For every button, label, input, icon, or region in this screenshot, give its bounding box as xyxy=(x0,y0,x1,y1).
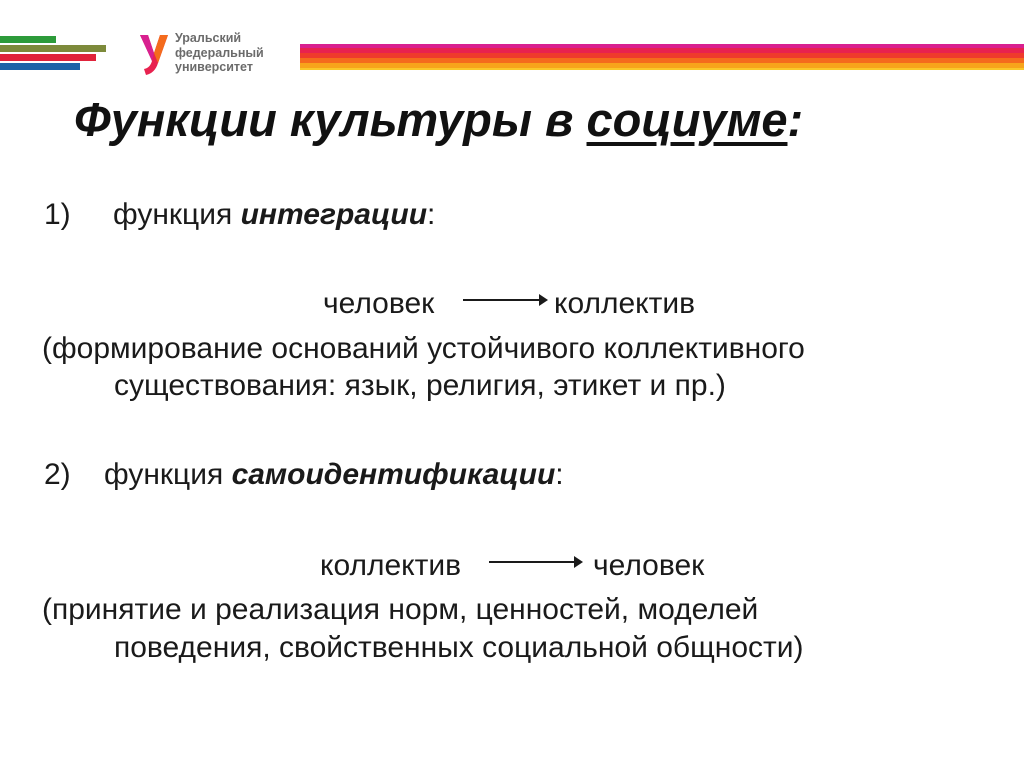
header-stripe-olive xyxy=(0,45,106,52)
item1-explanation-line1: (формирование оснований устойчивого коллективного xyxy=(42,332,805,365)
title-underlined-word: социуме xyxy=(586,93,788,146)
header-stripe-blue xyxy=(0,63,80,70)
item2-from: коллектив xyxy=(320,549,462,582)
item2-prefix: функция xyxy=(104,458,232,491)
item2-explanation-line1: (принятие и реализация норм, ценностей, моделей xyxy=(42,593,759,626)
item2-explanation-line2: поведения, свойственных социальной общности) xyxy=(114,631,804,664)
item1-term: интеграции xyxy=(240,198,428,231)
item2-heading xyxy=(104,457,564,493)
item1-to: коллектив xyxy=(554,287,696,320)
slide-title xyxy=(74,92,803,148)
header-rainbow-band xyxy=(300,44,1024,70)
item2-suffix: : xyxy=(555,458,564,491)
title-main: Функции культуры в xyxy=(74,93,587,146)
title-colon: : xyxy=(787,93,804,146)
header-stripe-red xyxy=(0,54,96,61)
item2-to: человек xyxy=(593,549,705,582)
item2-arrow-icon xyxy=(489,561,581,563)
item2-number: 2) xyxy=(44,458,71,491)
item1-heading xyxy=(113,197,435,233)
item1-suffix: : xyxy=(427,198,436,231)
item1-number: 1) xyxy=(44,198,71,231)
item1-arrow-icon xyxy=(463,299,546,301)
item1-explanation-line2: существования: язык, религия, этикет и пр.) xyxy=(114,369,726,402)
university-logo-icon xyxy=(138,33,170,77)
university-logo-text: Уральский федеральный университет xyxy=(175,31,264,74)
header-stripe-green xyxy=(0,36,56,43)
item2-term: самоидентификации xyxy=(231,458,556,491)
item1-prefix: функция xyxy=(113,198,241,231)
item1-from: человек xyxy=(323,287,435,320)
